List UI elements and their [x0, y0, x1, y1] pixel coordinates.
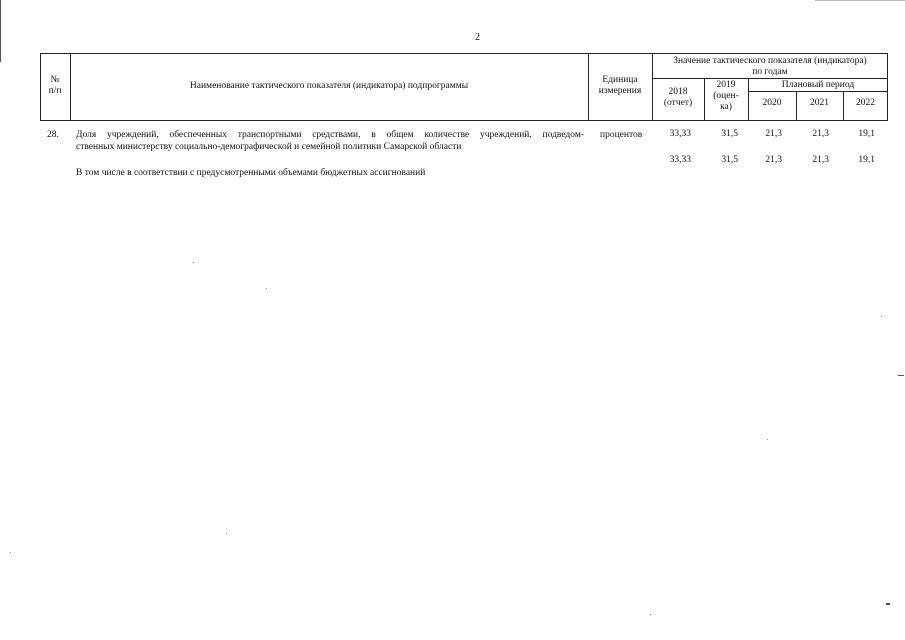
- subrow-value-2018: 33,33: [669, 155, 691, 165]
- col-2022-header: 2022: [856, 98, 875, 108]
- value-2018: 33,33: [669, 129, 691, 139]
- col-2018-header: 2018 (отчет): [663, 87, 693, 108]
- values-group-header: Значение тактического показателя (индикатора) по годам: [673, 56, 867, 77]
- page-left-edge: [0, 0, 1, 62]
- value-2020: 21,3: [765, 129, 782, 139]
- value-2022: 19,1: [858, 129, 875, 139]
- scan-mark: [898, 375, 904, 376]
- divider: [652, 78, 888, 79]
- subrow-label: В том числе в соответствии с предусмотренными объемами бюджетных ассигнований: [76, 168, 426, 178]
- subrow-value-2022: 19,1: [858, 155, 875, 165]
- col-name-header: Наименование тактического показателя (индикатора) подпрограммы: [189, 81, 469, 91]
- scan-speck: [767, 439, 768, 440]
- indicator-name-line2: ственных министерству социально-демографической и семейной политики Самарской области: [76, 142, 462, 152]
- row-number: 28.: [47, 130, 59, 140]
- divider: [748, 91, 888, 92]
- col-2020-header: 2020: [762, 98, 782, 108]
- page-number: 2: [475, 32, 480, 43]
- indicator-name-line1: Доля учреждений, обеспеченных транспортными средствами, в общем количестве учреждений, подведом-: [76, 130, 584, 140]
- scan-speck: [650, 614, 651, 615]
- scan-speck: [226, 533, 227, 534]
- scan-speck: [10, 552, 11, 553]
- scan-mark: [886, 603, 890, 605]
- col-unit-header: Единица измерения: [598, 75, 642, 96]
- value-2019: 31,5: [721, 129, 738, 139]
- col-number-header: № п/п: [48, 75, 62, 96]
- subrow-value-2021: 21,3: [812, 155, 829, 165]
- scan-mark: [815, 0, 905, 1]
- planned-period-header: Плановый период: [781, 80, 855, 90]
- subrow-value-2019: 31,5: [721, 155, 738, 165]
- col-2019-header: 2019 (оцен- ка): [713, 80, 739, 112]
- value-2021: 21,3: [812, 129, 829, 139]
- indicator-unit: процентов: [600, 130, 643, 140]
- subrow-value-2020: 21,3: [765, 155, 782, 165]
- scan-speck: [881, 316, 882, 317]
- scan-speck: [266, 288, 267, 289]
- col-2021-header: 2021: [810, 98, 829, 108]
- scan-speck: [193, 262, 194, 263]
